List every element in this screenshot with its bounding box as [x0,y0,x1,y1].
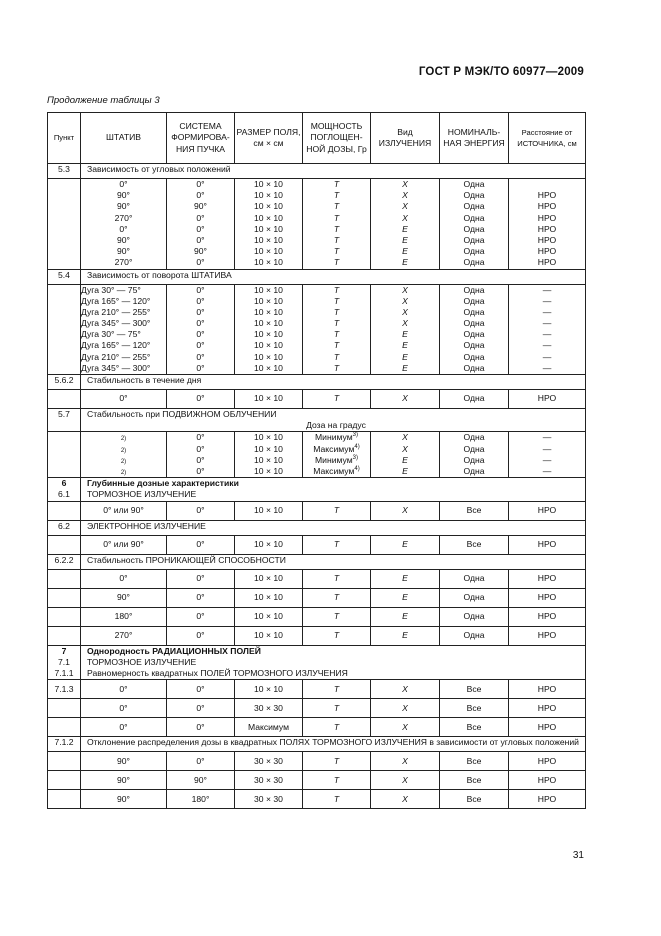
cell: 10 × 10 [235,680,303,699]
cell: НРО [509,752,586,771]
cell: T [303,535,371,554]
section-number: 5.6.2 [48,375,81,390]
cell: Одна [440,607,509,626]
cell: 30 × 30 [235,752,303,771]
cell: НРО [509,588,586,607]
cell: X [371,699,440,718]
cell: Все [440,680,509,699]
section-title: Отклонение распределения дозы в квадратных ПОЛЯХ ТОРМОЗНОГО ИЗЛУЧЕНИЯ в зависимости от угловых положений [81,737,586,752]
cell: 0° [81,569,167,588]
cell: 0° [167,535,235,554]
section-number: 6.2 [48,520,81,535]
section-row [48,478,586,501]
cell: Все [440,752,509,771]
cell: E [371,626,440,645]
cell: — — — — — — — — [509,284,586,375]
cell: 10 × 10 [235,390,303,409]
section-row [48,164,586,179]
section-number: 5.3 [48,164,81,179]
col-header: РАЗМЕР ПОЛЯ, см × см [235,113,303,164]
col-header: ШТАТИВ [81,113,167,164]
cell: 10 × 10 [235,535,303,554]
section-row [48,269,586,284]
cell: НРО [509,569,586,588]
table-row [48,569,586,588]
section-title: Зависимость от поворота ШТАТИВА [81,269,586,284]
cell: НРО [509,718,586,737]
cell: T [303,680,371,699]
section-number: 7.1.2 [48,737,81,752]
col-header: Пункт [48,113,81,164]
cell: Все [440,501,509,520]
section-number: 7 7.1 7.1.1 [48,645,81,680]
table-caption: Продолжение таблицы 3 [47,95,160,106]
section-row [48,737,586,752]
cell: Все [440,718,509,737]
document-id: ГОСТ Р МЭК/ТО 60977—2009 [418,66,584,78]
header-row [48,113,586,164]
section-row [48,375,586,390]
cell: Все [440,699,509,718]
section-number: 5.4 [48,269,81,284]
cell: 10 × 10 [235,626,303,645]
cell: X [371,752,440,771]
cell: Все [440,790,509,809]
cell: 2) 2) 2) 2) [81,432,167,478]
section-title: Зависимость от угловых положений [81,164,586,179]
cell: Дуга 30° — 75° Дуга 165° — 120° Дуга 210° — 255° Дуга 345° — 300° Дуга 30° — 75° Дуга 165° — 120° Дуга 210° — 255° Дуга 345° — 300° [81,284,167,375]
cell: 90° [81,588,167,607]
table-row [48,432,586,478]
section-row [48,520,586,535]
cell: 0° 0° 0° 0° [167,432,235,478]
table-row [48,680,586,699]
cell: НРО [509,501,586,520]
cell: 0° [81,390,167,409]
cell: Минимум$^{3)}$ Максимум$^{4)}$ Минимум$^{3)}$ Максимум$^{4)}$ [303,432,371,478]
cell: НРО [509,771,586,790]
cell: T [303,626,371,645]
section-title-text: Стабильность при ПОДВИЖНОМ ОБЛУЧЕНИИ [87,409,277,419]
cell: T [303,390,371,409]
cell: 30 × 30 [235,699,303,718]
cell: 0° [81,718,167,737]
section-row [48,409,586,432]
cell: 30 × 30 [235,790,303,809]
cell: 0° [167,390,235,409]
cell: Все [440,771,509,790]
section-title: Стабильность ПРОНИКАЮЩЕЙ СПОСОБНОСТИ [81,554,586,569]
table-row [48,699,586,718]
cell: 7.1.3 [48,680,81,699]
cell: T [303,771,371,790]
cell: 90° [81,790,167,809]
section-subtitle: Доза на градус [306,420,366,431]
data-table [47,112,586,809]
cell: 0° [167,752,235,771]
section-title [81,409,586,432]
cell: 0° [167,699,235,718]
cell: T [303,501,371,520]
section-title: Глубинные дозные характеристики ТОРМОЗНОЕ ИЗЛУЧЕНИЕ [81,478,586,501]
section-row [48,645,586,680]
cell: НРО [509,790,586,809]
cell: 10 × 10 10 × 10 10 × 10 10 × 10 10 × 10 10 × 10 10 × 10 10 × 10 [235,179,303,270]
cell: 10 × 10 [235,588,303,607]
table-row [48,284,586,375]
cell: Все [440,535,509,554]
cell: 0° [167,680,235,699]
cell: E [371,569,440,588]
cell: 0° [167,569,235,588]
cell: Одна [440,569,509,588]
table-row [48,179,586,270]
cell: 0° 0° 90° 0° 0° 0° 90° 0° [167,179,235,270]
cell: 90° [167,771,235,790]
cell: E [371,535,440,554]
cell: 0° или 90° [81,501,167,520]
table-row [48,501,586,520]
cell: 0° [167,626,235,645]
section-number: 6.2.2 [48,554,81,569]
cell: НРО [509,535,586,554]
col-header: МОЩНОСТЬ ПОГЛОЩЕН-НОЙ ДОЗЫ, Гр [303,113,371,164]
cell: X [371,771,440,790]
page-number: 31 [572,850,584,861]
table-row [48,718,586,737]
cell: НРО [509,390,586,409]
cell: Одна Одна Одна Одна Одна Одна Одна Одна [440,284,509,375]
cell: 0° [81,699,167,718]
col-header: НОМИНАЛЬ-НАЯ ЭНЕРГИЯ [440,113,509,164]
table-row [48,790,586,809]
cell: 0° или 90° [81,535,167,554]
cell: НРО [509,699,586,718]
cell: 90° [81,752,167,771]
cell: НРО [509,680,586,699]
cell: 30 × 30 [235,771,303,790]
cell: X [371,390,440,409]
cell: 0° [167,501,235,520]
table-row [48,752,586,771]
cell: 10 × 10 [235,569,303,588]
table-row [48,607,586,626]
cell: — — — — [509,432,586,478]
cell: T T T T T T T T [303,284,371,375]
cell: 10 × 10 [235,501,303,520]
col-header: Вид ИЗЛУЧЕНИЯ [371,113,440,164]
table-row [48,771,586,790]
table-row [48,588,586,607]
cell: Одна [440,390,509,409]
cell: T [303,718,371,737]
cell: 10 × 10 10 × 10 10 × 10 10 × 10 [235,432,303,478]
cell: T [303,607,371,626]
table-row [48,390,586,409]
section-title: Стабильность в течение дня [81,375,586,390]
table-row [48,535,586,554]
cell: X X X X E E E E [371,179,440,270]
cell: 10 × 10 [235,607,303,626]
section-title: ЭЛЕКТРОННОЕ ИЗЛУЧЕНИЕ [81,520,586,535]
cell: 90° [81,771,167,790]
cell: 0° 90° 90° 270° 0° 90° 90° 270° [81,179,167,270]
cell: 180° [167,790,235,809]
cell: X X E E [371,432,440,478]
cell: X [371,718,440,737]
cell: 0° [167,718,235,737]
cell: НРО [509,607,586,626]
cell: 0° 0° 0° 0° 0° 0° 0° 0° [167,284,235,375]
section-number: 5.7 [48,409,81,432]
cell: E [371,588,440,607]
col-header: СИСТЕМА ФОРМИРОВА-НИЯ ПУЧКА [167,113,235,164]
cell: X [371,501,440,520]
cell: T [303,588,371,607]
cell: Одна Одна Одна Одна Одна Одна Одна Одна [440,179,509,270]
cell: T [303,569,371,588]
cell: 0° [167,588,235,607]
cell: T [303,752,371,771]
cell: НРО НРО НРО НРО НРО НРО НРО [509,179,586,270]
section-title: Однородность РАДИАЦИОННЫХ ПОЛЕЙ ТОРМОЗНОЕ ИЗЛУЧЕНИЕ Равномерность квадратных ПОЛЕЙ ТОРМОЗНОГО ИЗЛУЧЕНИЯ [81,645,586,680]
col-header: Расстояние от ИСТОЧНИКА, см [509,113,586,164]
cell: НРО [509,626,586,645]
cell: 10 × 10 10 × 10 10 × 10 10 × 10 10 × 10 10 × 10 10 × 10 10 × 10 [235,284,303,375]
section-number: 6 6.1 [48,478,81,501]
cell: Одна [440,626,509,645]
cell: 0° [167,607,235,626]
cell: 0° [81,680,167,699]
cell: X [371,790,440,809]
table-row [48,626,586,645]
cell: T [303,699,371,718]
cell: 270° [81,626,167,645]
cell: Максимум [235,718,303,737]
cell: Одна [440,588,509,607]
section-row [48,554,586,569]
cell: T T T T T T T T [303,179,371,270]
cell: E [371,607,440,626]
cell: 180° [81,607,167,626]
cell: T [303,790,371,809]
cell: X X X X E E E E [371,284,440,375]
cell: X [371,680,440,699]
cell: Одна Одна Одна Одна [440,432,509,478]
